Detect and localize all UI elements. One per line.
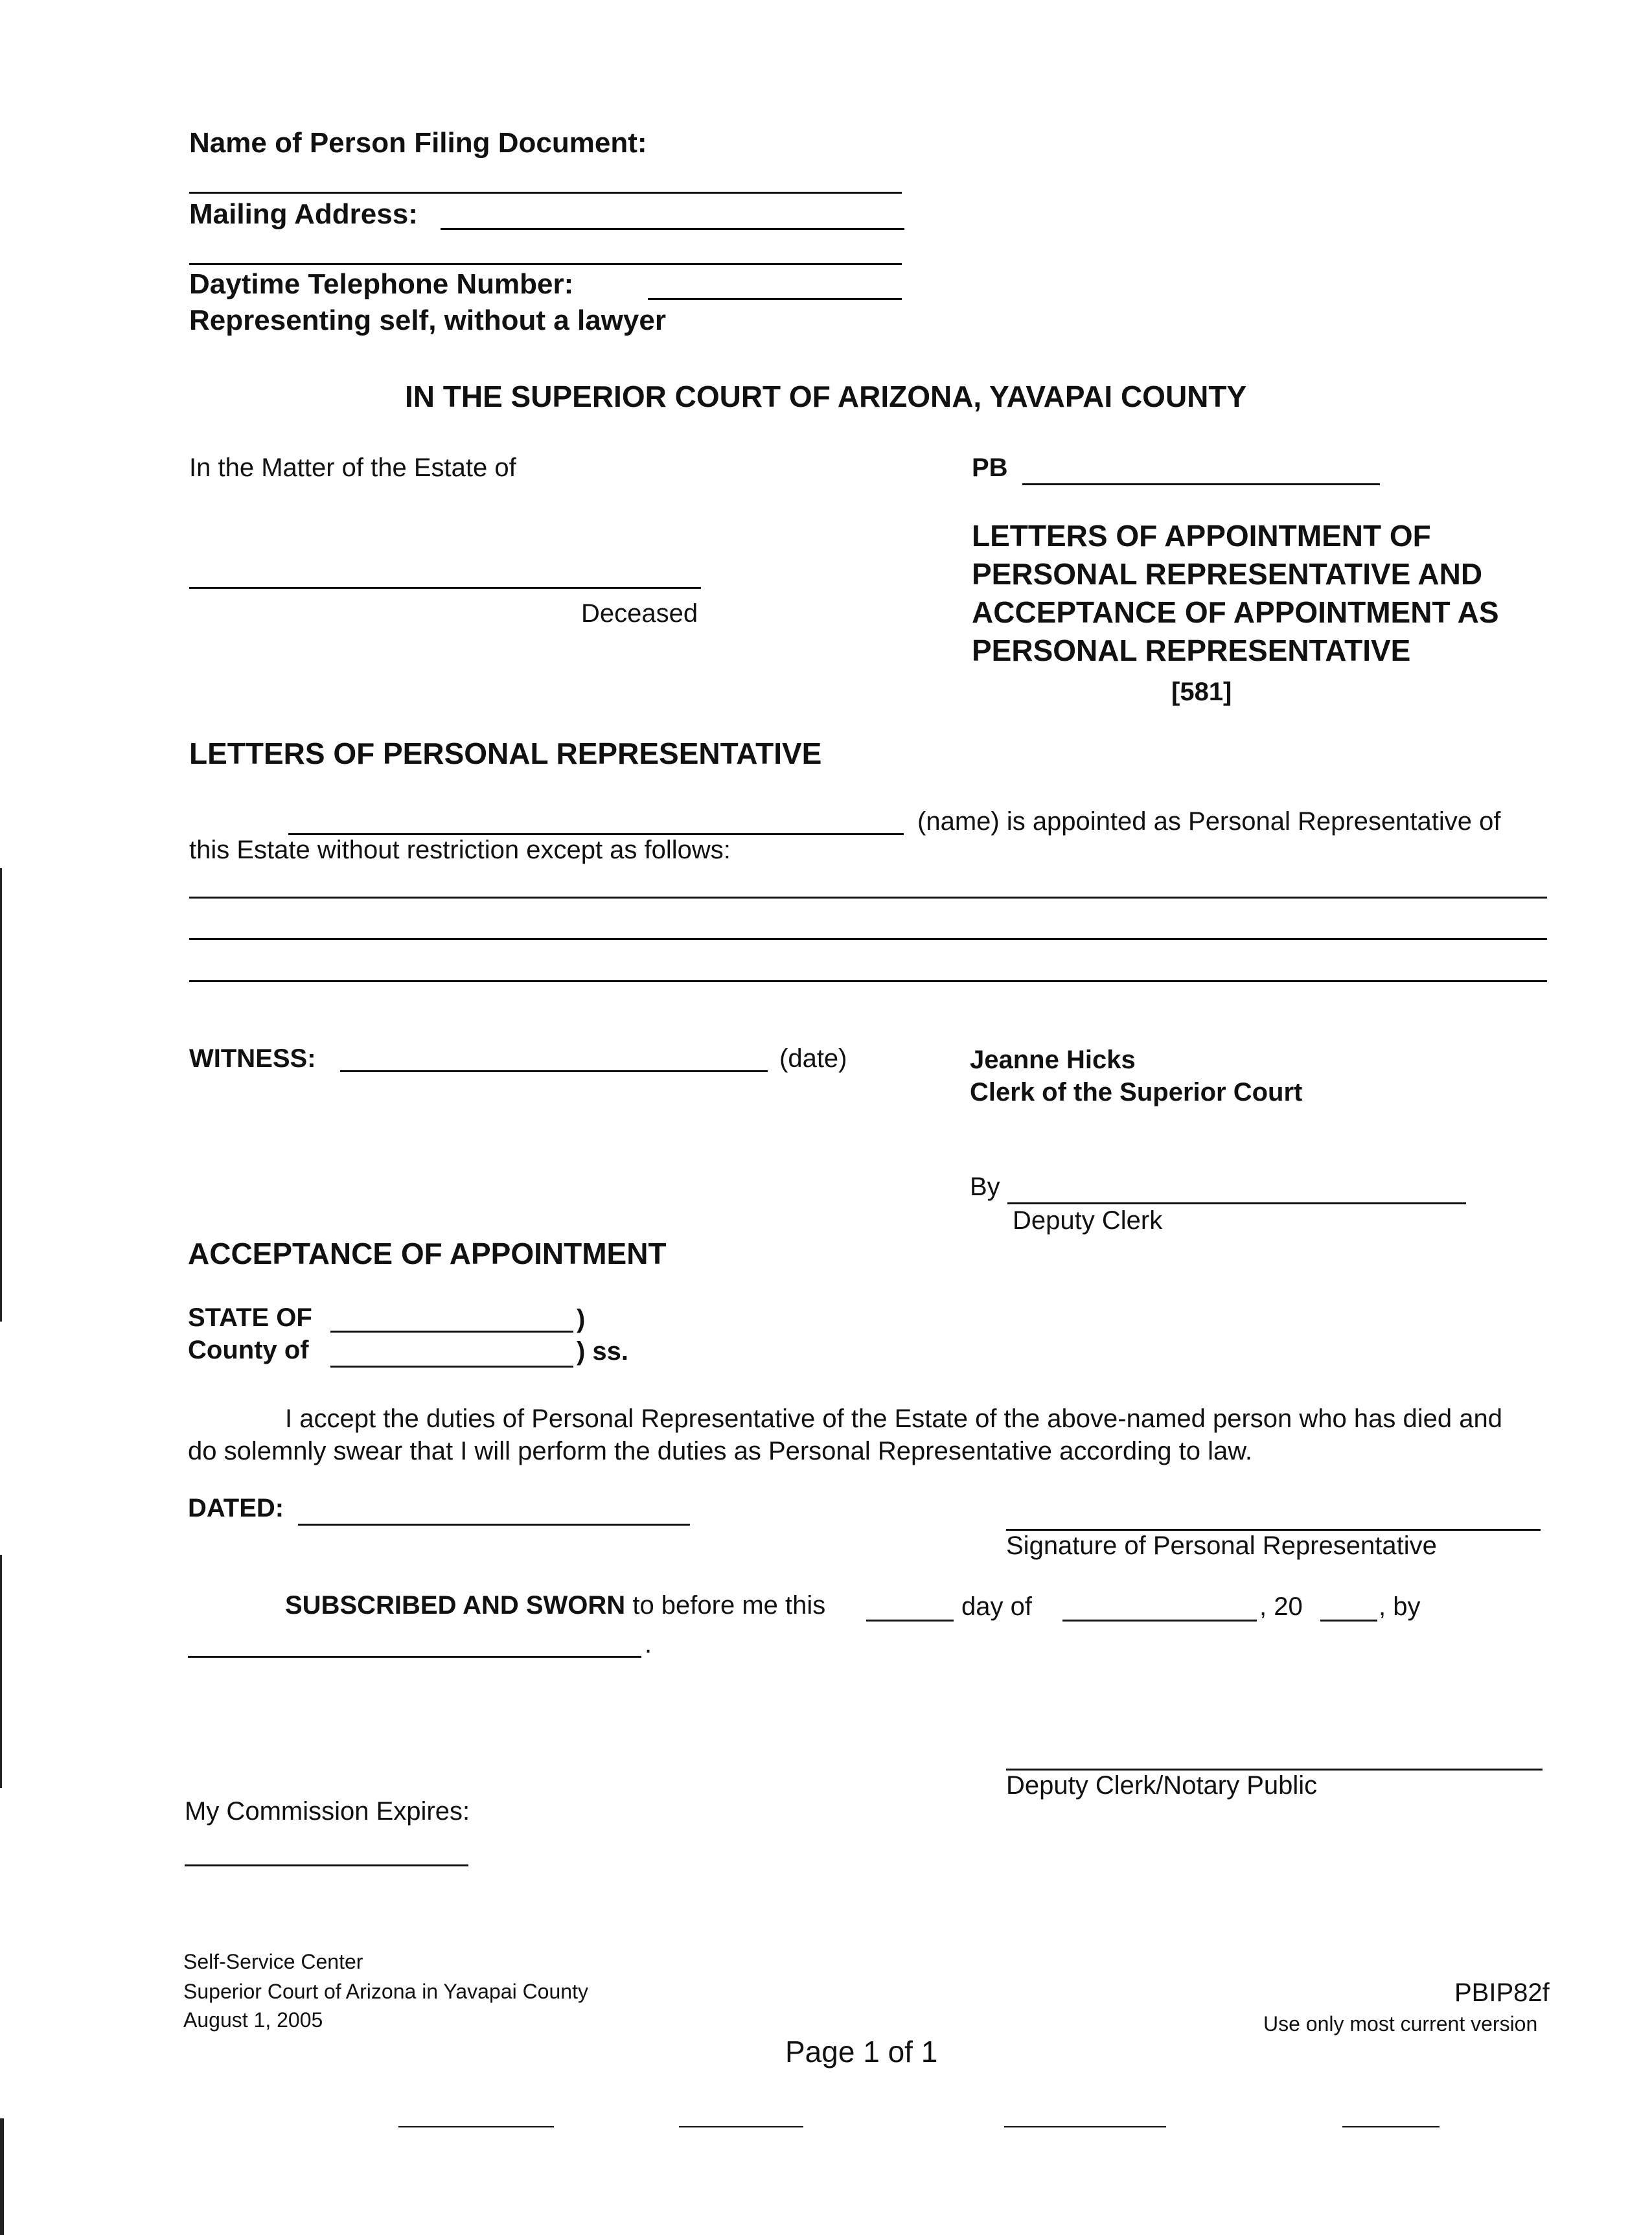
- case-prefix: PB: [972, 453, 1008, 482]
- letters-heading: LETTERS OF PERSONAL REPRESENTATIVE: [189, 737, 822, 770]
- sworn-bold-text: SUBSCRIBED AND SWORN: [285, 1591, 626, 1620]
- case-number-field[interactable]: [1022, 483, 1380, 485]
- sworn-text-3: , 20: [1259, 1592, 1303, 1621]
- scan-edge-mark: [0, 1555, 2, 1788]
- sworn-period: .: [645, 1630, 652, 1658]
- deputy-clerk-signature-field[interactable]: [1007, 1202, 1466, 1204]
- document-title-line-3: ACCEPTANCE OF APPOINTMENT AS: [972, 595, 1499, 629]
- dated-field[interactable]: [298, 1524, 690, 1526]
- sworn-year-field[interactable]: [1320, 1620, 1377, 1622]
- footer-form-id: PBIP82f: [1454, 1978, 1550, 2007]
- sworn-text-2: day of: [961, 1592, 1032, 1621]
- filer-name-label: Name of Person Filing Document:: [189, 127, 647, 159]
- acceptance-heading: ACCEPTANCE OF APPOINTMENT: [188, 1237, 667, 1270]
- sworn-statement: [285, 1591, 825, 1620]
- filer-name-field[interactable]: [189, 192, 902, 194]
- appointed-text: (name) is appointed as Personal Representative of: [917, 807, 1501, 836]
- restriction-line-3[interactable]: [189, 980, 1547, 982]
- deceased-label: Deceased: [581, 599, 698, 628]
- state-label: STATE OF: [188, 1303, 312, 1332]
- decedent-name-field[interactable]: [189, 587, 701, 589]
- state-paren: ): [577, 1305, 586, 1333]
- scan-edge-mark: [0, 2118, 4, 2235]
- representative-signature-field[interactable]: [1006, 1529, 1541, 1531]
- sworn-month-field[interactable]: [1062, 1620, 1257, 1622]
- sworn-text-4: , by: [1379, 1592, 1421, 1621]
- state-field[interactable]: [330, 1331, 573, 1333]
- deputy-clerk-label: Deputy Clerk: [1013, 1206, 1163, 1235]
- by-label: By: [970, 1173, 1000, 1201]
- county-field[interactable]: [330, 1366, 573, 1368]
- commission-label: My Commission Expires:: [185, 1797, 470, 1826]
- restriction-line-2[interactable]: [189, 938, 1547, 940]
- representative-name-field[interactable]: [288, 833, 904, 835]
- witness-label: WITNESS:: [189, 1044, 316, 1073]
- sworn-day-field[interactable]: [866, 1620, 954, 1622]
- notary-label: Deputy Clerk/Notary Public: [1006, 1771, 1318, 1800]
- commission-expires-field[interactable]: [185, 1864, 468, 1866]
- scan-edge-mark: [0, 868, 2, 1322]
- telephone-label: Daytime Telephone Number:: [189, 268, 574, 300]
- witness-date-field[interactable]: [340, 1070, 768, 1072]
- court-title: IN THE SUPERIOR COURT OF ARIZONA, YAVAPAI COUNTY: [405, 380, 1247, 413]
- signature-label: Signature of Personal Representative: [1006, 1531, 1437, 1560]
- document-title-line-1: LETTERS OF APPOINTMENT OF: [972, 519, 1431, 553]
- footer-version-note: Use only most current version: [1263, 2012, 1538, 2035]
- oath-line-2: do solemnly swear that I will perform the duties as Personal Representative according to law.: [188, 1437, 1253, 1465]
- sworn-text-1: to before me this: [632, 1591, 826, 1620]
- restriction-text: this Estate without restriction except as follows:: [189, 836, 731, 864]
- county-label: County of: [188, 1336, 309, 1364]
- oath-line-1: I accept the duties of Personal Representative of the Estate of the above-named person who has died and: [285, 1404, 1502, 1433]
- notary-signature-field[interactable]: [1006, 1769, 1543, 1771]
- matter-of-label: In the Matter of the Estate of: [189, 453, 516, 482]
- mailing-address-field-2[interactable]: [189, 263, 902, 265]
- scan-artifact-rule: [1004, 2126, 1166, 2127]
- footer-court-name: Superior Court of Arizona in Yavapai County: [183, 1980, 588, 2003]
- dated-label: DATED:: [188, 1494, 284, 1522]
- form-code: [581]: [1171, 678, 1232, 706]
- footer-page-number: Page 1 of 1: [785, 2035, 938, 2069]
- mailing-address-field[interactable]: [441, 228, 904, 230]
- date-label: (date): [779, 1044, 847, 1073]
- scan-artifact-rule: [679, 2126, 803, 2127]
- document-title-line-4: PERSONAL REPRESENTATIVE: [972, 634, 1411, 667]
- restriction-line-1[interactable]: [189, 897, 1547, 899]
- footer-center-name: Self-Service Center: [183, 1950, 363, 1973]
- scan-artifact-rule: [398, 2126, 554, 2127]
- telephone-field[interactable]: [648, 298, 902, 300]
- sworn-by-name-field[interactable]: [188, 1656, 641, 1658]
- document-title-line-2: PERSONAL REPRESENTATIVE AND: [972, 557, 1483, 591]
- footer-date: August 1, 2005: [183, 2008, 323, 2032]
- scan-artifact-rule: [1342, 2126, 1440, 2127]
- county-paren-ss: ) ss.: [577, 1337, 629, 1366]
- clerk-name: Jeanne Hicks: [970, 1046, 1136, 1074]
- mailing-address-label: Mailing Address:: [189, 198, 418, 230]
- clerk-title: Clerk of the Superior Court: [970, 1078, 1303, 1106]
- representation-note: Representing self, without a lawyer: [189, 304, 666, 336]
